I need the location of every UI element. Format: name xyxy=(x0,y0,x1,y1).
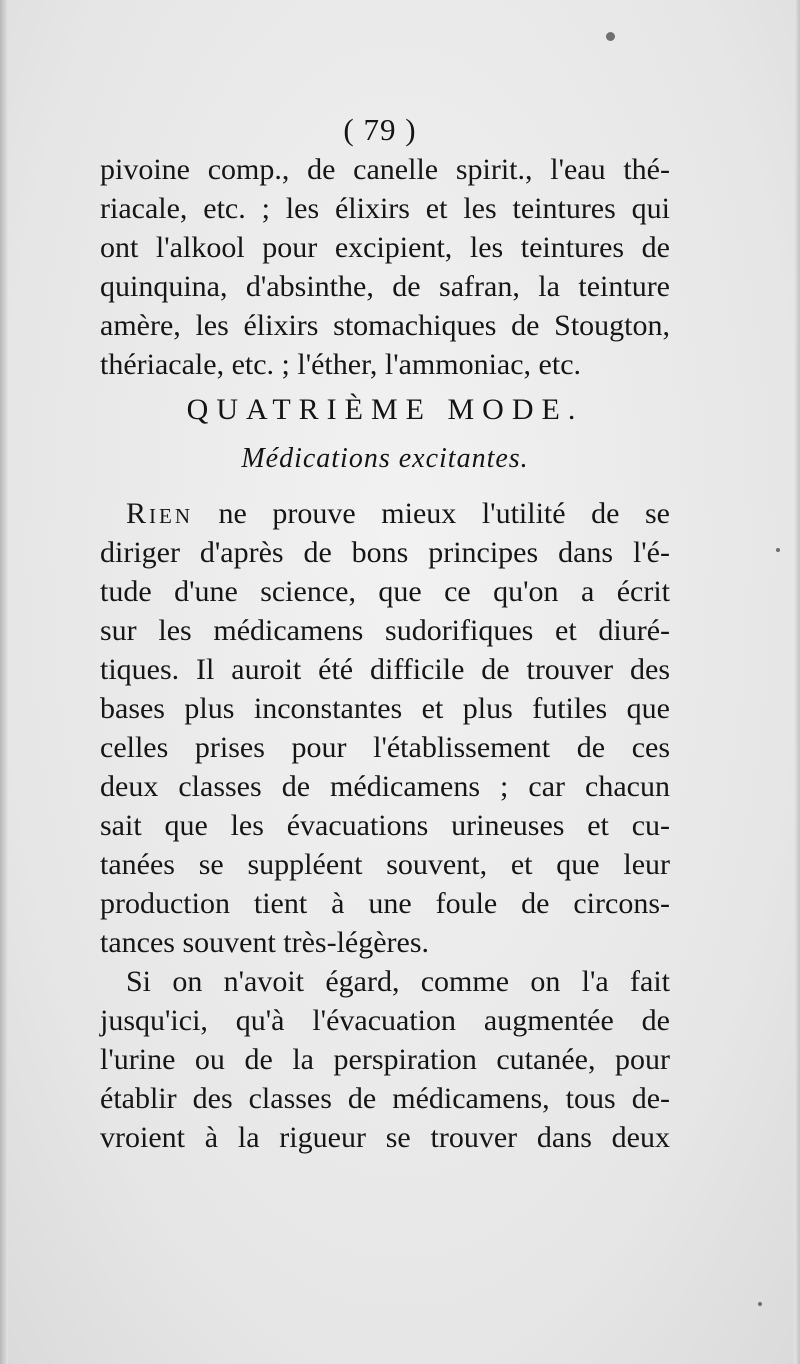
text-line: sur les médicamens sudorifiques et diuré- xyxy=(100,614,670,647)
text-line: jusqu'ici, qu'à l'évacuation augmentée de xyxy=(100,1004,670,1037)
text-line: bases plus inconstantes et plus futiles que xyxy=(100,692,670,725)
text-line: deux classes de médicamens ; car chacun xyxy=(100,770,670,803)
text-line: sait que les évacuations urineuses et cu- xyxy=(100,809,670,842)
page-left-edge xyxy=(0,0,8,1364)
text-line: amère, les élixirs stomachiques de Stougton, xyxy=(100,309,670,342)
paragraph-dropword: Rien xyxy=(126,497,193,530)
text-line: tiques. Il auroit été difficile de trouver des xyxy=(100,653,670,686)
text-line: thériacale, etc. ; l'éther, l'ammoniac, etc. xyxy=(100,348,582,381)
text-line: établir des classes de médicamens, tous de- xyxy=(100,1082,670,1115)
paragraph-first-line-text: ne prouve mieux l'utilité de se xyxy=(193,497,670,530)
text-line: vroient à la rigueur se trouver dans deux xyxy=(100,1121,670,1154)
text-line: quinquina, d'absinthe, de safran, la teinture xyxy=(100,270,670,303)
text-line: Si on n'avoit égard, comme on l'a fait xyxy=(126,965,670,998)
text-line: celles prises pour l'établissement de ces xyxy=(100,731,670,764)
text-line: tances souvent très-légères. xyxy=(100,926,430,959)
text-line: diriger d'après de bons principes dans l'é- xyxy=(100,536,670,569)
section-heading: QUATRIÈME MODE. xyxy=(186,393,584,426)
paragraph-first-line xyxy=(126,494,670,534)
section-subheading: Médications excitantes. xyxy=(241,443,529,474)
text-line: pivoine comp., de canelle spirit., l'eau thé- xyxy=(100,153,670,186)
ink-speck xyxy=(758,1302,762,1306)
page-right-edge xyxy=(794,0,800,1364)
text-line: ont l'alkool pour excipient, les teintures de xyxy=(100,231,670,264)
page-number: ( 79 ) xyxy=(343,112,417,147)
text-line: l'urine ou de la perspiration cutanée, pour xyxy=(100,1043,670,1076)
ink-speck xyxy=(606,32,615,41)
text-line: production tient à une foule de circons- xyxy=(100,887,670,920)
text-line: tude d'une science, que ce qu'on a écrit xyxy=(100,575,670,608)
text-line: riacale, etc. ; les élixirs et les teintures qui xyxy=(100,192,670,225)
ink-speck xyxy=(776,548,780,552)
text-line: tanées se suppléent souvent, et que leur xyxy=(100,848,670,881)
